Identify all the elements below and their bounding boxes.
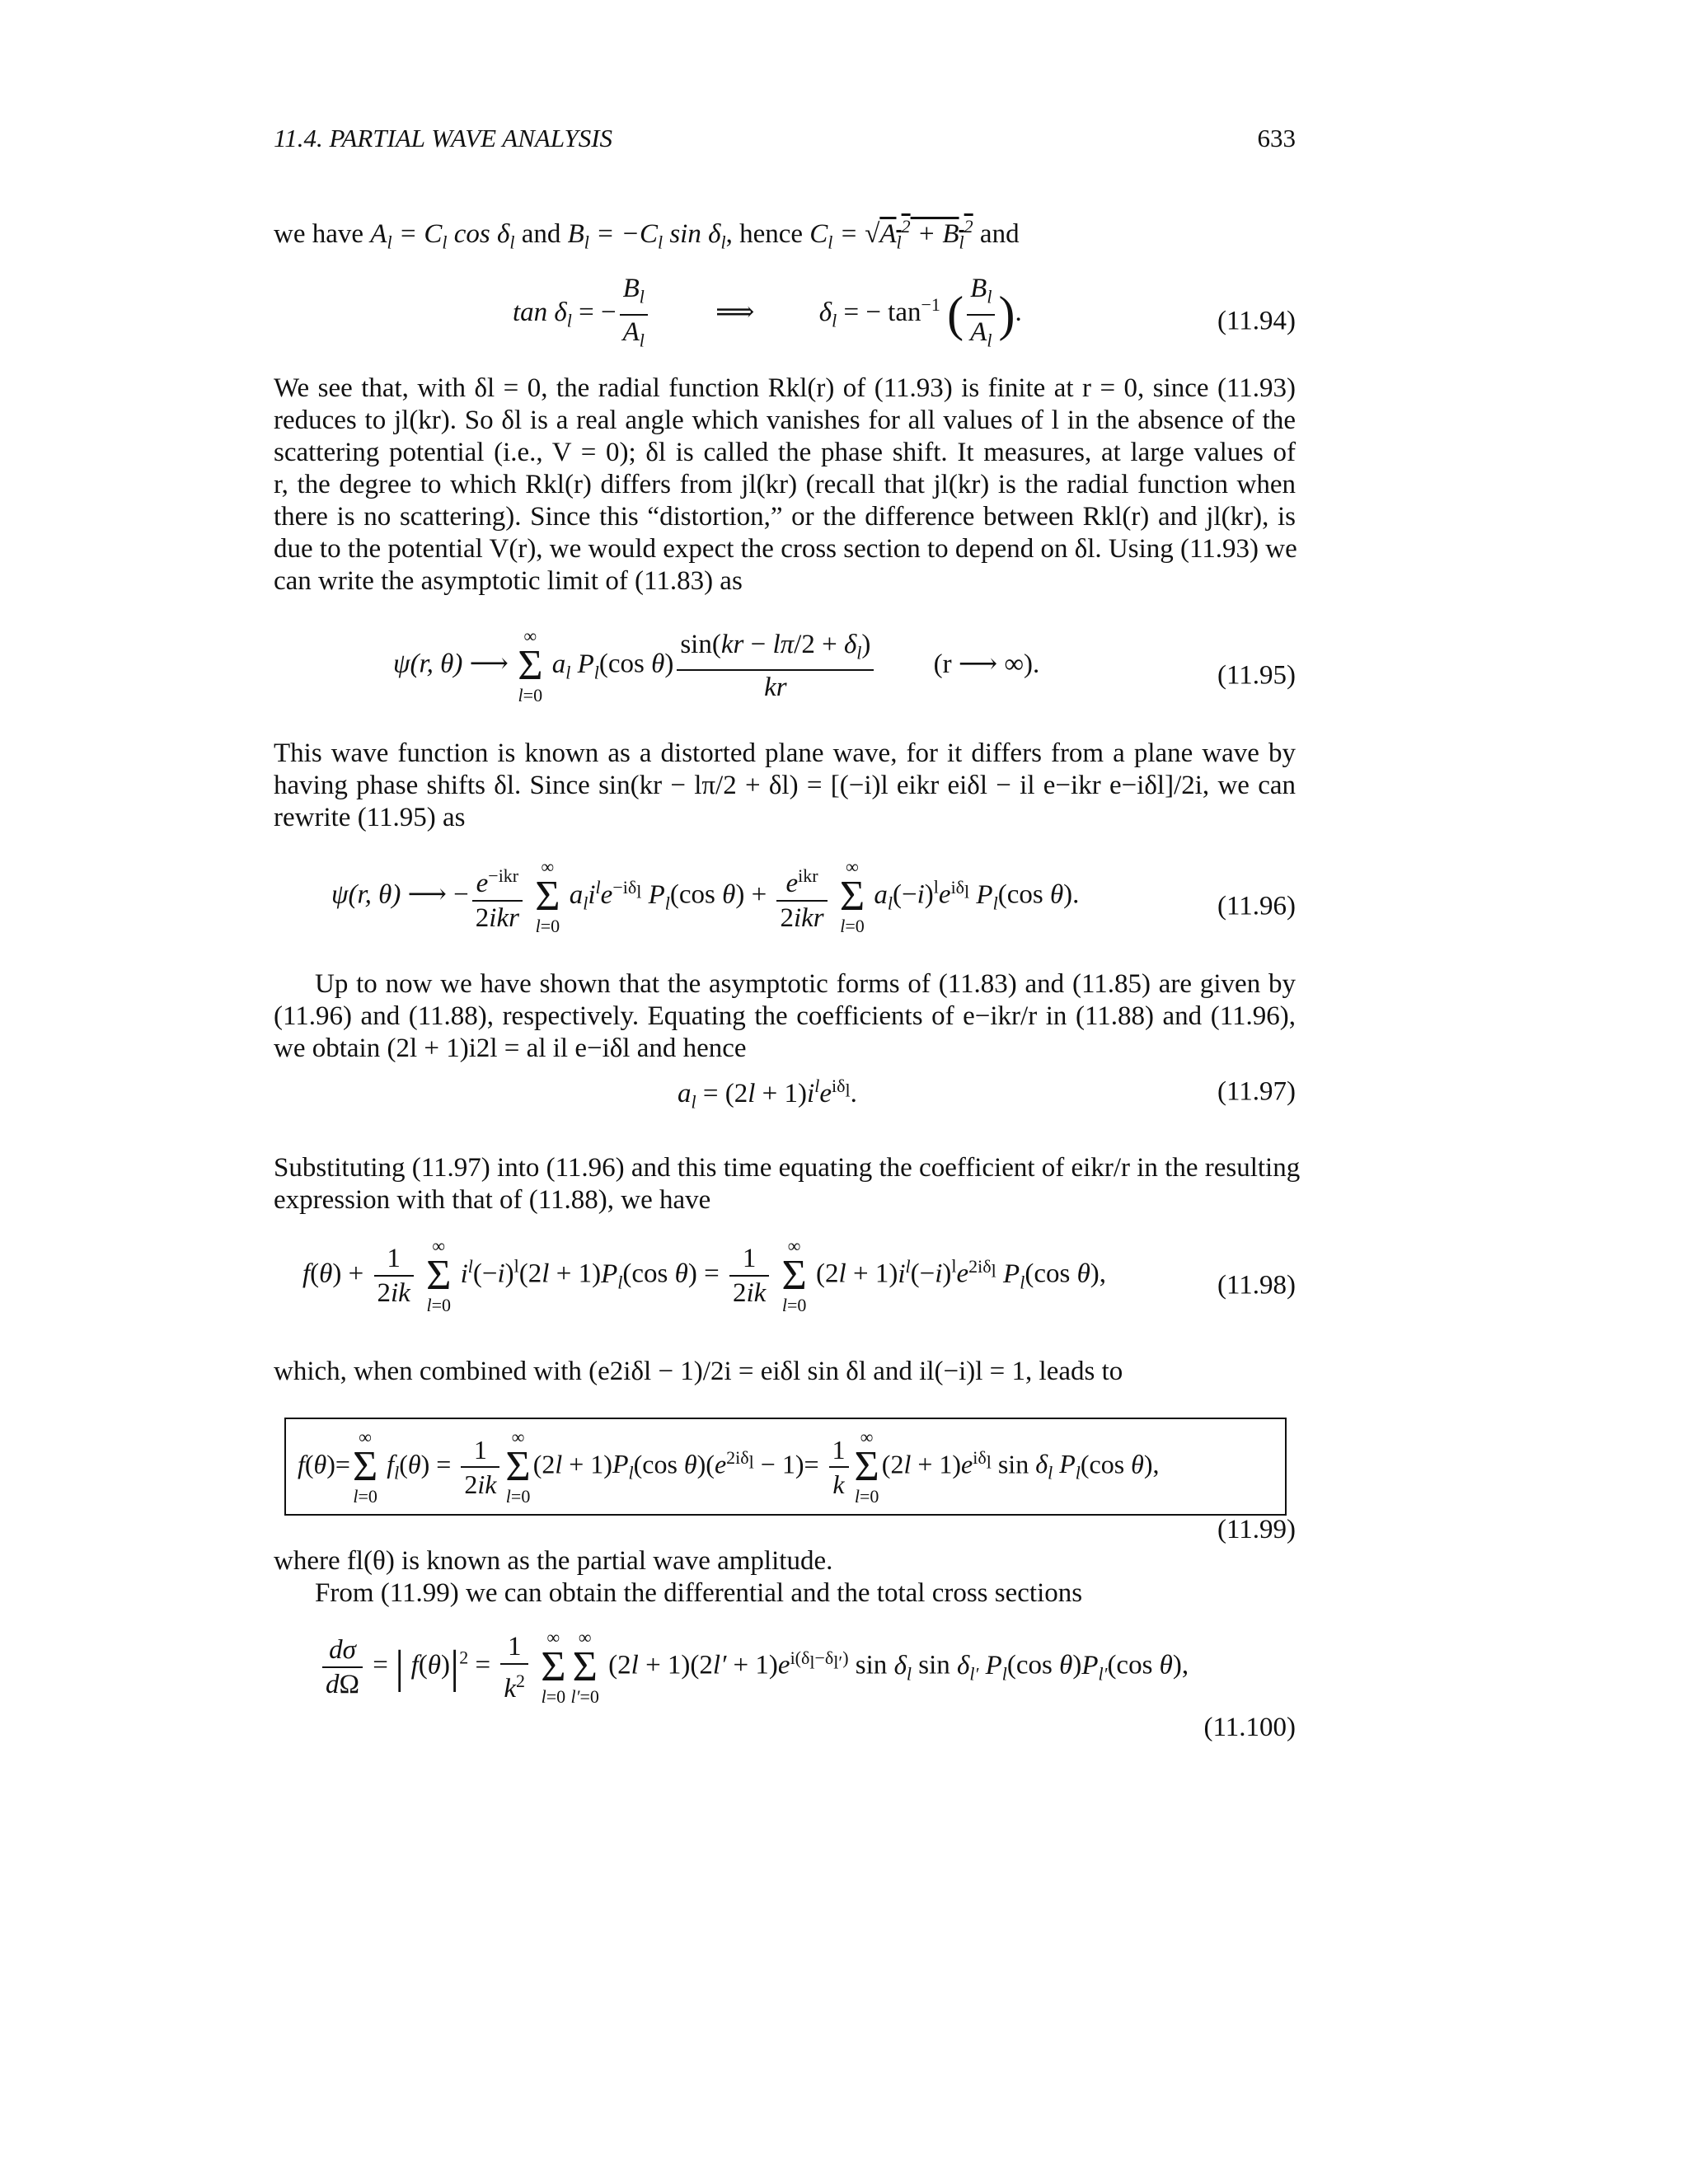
equation-body: ψ(r, θ) ⟶ ∞ Σ l=0 $a_l$ $P_l(\cos$ θ) $\frac{\sin(kr - l\pi/2 + \delta_l)}{kr}$ (r ⟶ ∞).	[393, 626, 1040, 705]
equation-tag: (11.99)	[1217, 1515, 1296, 1544]
paragraph-partial-amplitude	[274, 1545, 1296, 1610]
text-line: can write the asymptotic limit of (11.83) as	[274, 566, 743, 596]
equation-11-94	[274, 272, 1296, 371]
page-number: 633	[1257, 124, 1296, 152]
equation-body: $\frac{d\sigma}{d\Omega}$ = | $f(\theta)|^2$ = $\frac{1}{k^2}$ ∞ Σ l=0 ∞ Σ l′=0 $(2l + 1)(2l' + 1)e^{i(\delta_l-\delta_{l'})}$ $\sin \delta_l$ $\sin \delta_{l'}$ $P_l(\cos$ $\theta)P_{l'}(\cos$ θ),	[319, 1628, 1189, 1707]
equation-body: $a_l = (2l + 1)i^le^{i\delta_l}$.	[678, 1076, 857, 1113]
paragraph-combined	[274, 1356, 1296, 1388]
text-line: which, when combined with (e2iδl − 1)/2i = eiδl sin δl and il(−i)l = 1, leads to	[274, 1357, 1123, 1386]
paragraph-distorted-wave	[274, 738, 1296, 834]
equation-tag: (11.98)	[1217, 1270, 1296, 1301]
paragraph-substituting	[274, 1152, 1301, 1216]
text-line: due to the potential V(r), we would expect the cross section to depend on δl. Using (11.93) we	[274, 534, 1297, 564]
running-header	[274, 124, 1296, 153]
paragraph-coefficients	[274, 968, 1296, 1065]
section-title: 11.4. PARTIAL WAVE ANALYSIS	[274, 124, 613, 152]
text-line: r, the degree to which Rkl(r) differs from jl(kr) (recall that jl(kr) is the radial function when	[274, 470, 1296, 499]
equation-body: ψ(r, θ) ⟶ − $\frac{e^{-ikr}}{\text{2ikr}}$ ∞ Σ l=0 $a_li^le^{-i\delta_l}$ $P_l(\cos$ θ) + $\frac{e^{ikr}}{\text{2ikr}}$ ∞ Σ l=0 $a_l(-i)^le^{i\delta_l}$ $P_l(\cos$ θ).	[331, 856, 1080, 936]
equation-tag: (11.94)	[1217, 306, 1296, 336]
text-line: there is no scattering). Since this “distortion,” or the difference between Rkl(r) and jl(kr), is	[274, 502, 1296, 532]
equation-body: $\tan \delta_l$ = − $\frac{B_l}{A_l}$ ⟹ $\delta_l$ = − $\tan^{-1}$ ( $\frac{B_l}{A_l}$ ).	[513, 274, 1022, 351]
equation-11-98	[274, 1236, 1296, 1335]
equation-body: f(θ)= ∞ Σ l=0 $f_l(\theta)$ = $\frac{1}{2ik}$ ∞ Σ l=0 $(2l + 1)P_l(\cos$ $\theta)(e^{2i\delta_l} - 1)=$ $\frac{1}{k}$ ∞ Σ l=0 $(2l + 1)e^{i\delta_l}$ $\sin \delta_l$ $P_l(\cos$ θ),	[298, 1427, 1160, 1507]
text-line: From (11.99) we can obtain the differential and the total cross sections	[315, 1578, 1083, 1608]
text-line: rewrite (11.95) as	[274, 803, 466, 832]
text-line: This wave function is known as a distorted plane wave, for it differs from a plane wave by	[274, 738, 1296, 768]
text-line: reduces to jl(kr). So δl is a real angle which vanishes for all values of l in the absence of the	[274, 405, 1296, 435]
c-equation: $C_l = √A_l^2 + B_l^2$	[809, 216, 973, 253]
a-equation: $A_l = C_l$ $\cos \delta_l$	[370, 219, 515, 253]
equation-11-97	[274, 1059, 1296, 1125]
text-line: We see that, with δl = 0, the radial function Rkl(r) of (11.93) is finite at r = 0, since (11.93)	[274, 373, 1296, 403]
equation-body: f(θ) + $\frac{1}{2ik}$ ∞ Σ l=0 $i^l(-i)^l(2l + 1)P_l(\cos$ θ) = $\frac{1}{2ik}$ ∞ Σ l=0 $(2l + 1)i^l(-i)^le^{2i\delta_l}$ $P_l(\cos$ θ),	[302, 1235, 1107, 1315]
equation-tag: (11.96)	[1217, 891, 1296, 921]
boxed-equation-11-99	[284, 1418, 1287, 1516]
text-line: scattering potential (i.e., V = 0); δl is called the phase shift. It measures, at large values of	[274, 438, 1296, 467]
text-line: having phase shifts δl. Since sin(kr − lπ/2 + δl) = [(−i)l eikr eiδl − il e−ikr e−iδl]/2i, we can	[274, 771, 1296, 800]
text-line: expression with that of (11.88), we have	[274, 1185, 711, 1215]
equation-tag: (11.100)	[1203, 1713, 1296, 1742]
limit-condition: (r ⟶ ∞).	[933, 649, 1040, 679]
paragraph-phase-shift	[274, 373, 1296, 598]
text-line: where fl(θ) is known as the partial wave amplitude.	[274, 1546, 833, 1576]
text-line: we obtain (2l + 1)i2l = al il e−iδl and hence	[274, 1033, 747, 1063]
text-line: Substituting (11.97) into (11.96) and this time equating the coefficient of eikr/r in the resulting	[274, 1153, 1301, 1183]
equation-11-95	[274, 626, 1296, 725]
intro-line: we have $A_l = C_l$ $\cos \delta_l$ and $B_l = -C_l$ $\sin \delta_l$, hence $C_l = √A_l^2 + B_l^2$ and	[274, 216, 1020, 253]
b-equation: $B_l = -C_l$ $\sin \delta_l$	[567, 219, 726, 253]
equation-tag: (11.97)	[1217, 1076, 1296, 1107]
equation-11-96	[274, 857, 1296, 956]
equation-11-100	[274, 1628, 1296, 1718]
equation-tag: (11.95)	[1217, 660, 1296, 691]
text-line: (11.96) and (11.88), respectively. Equating the coefficients of e−ikr/r in (11.88) and (11.96),	[274, 1001, 1296, 1031]
text-line: Up to now we have shown that the asymptotic forms of (11.83) and (11.85) are given by	[315, 969, 1296, 999]
